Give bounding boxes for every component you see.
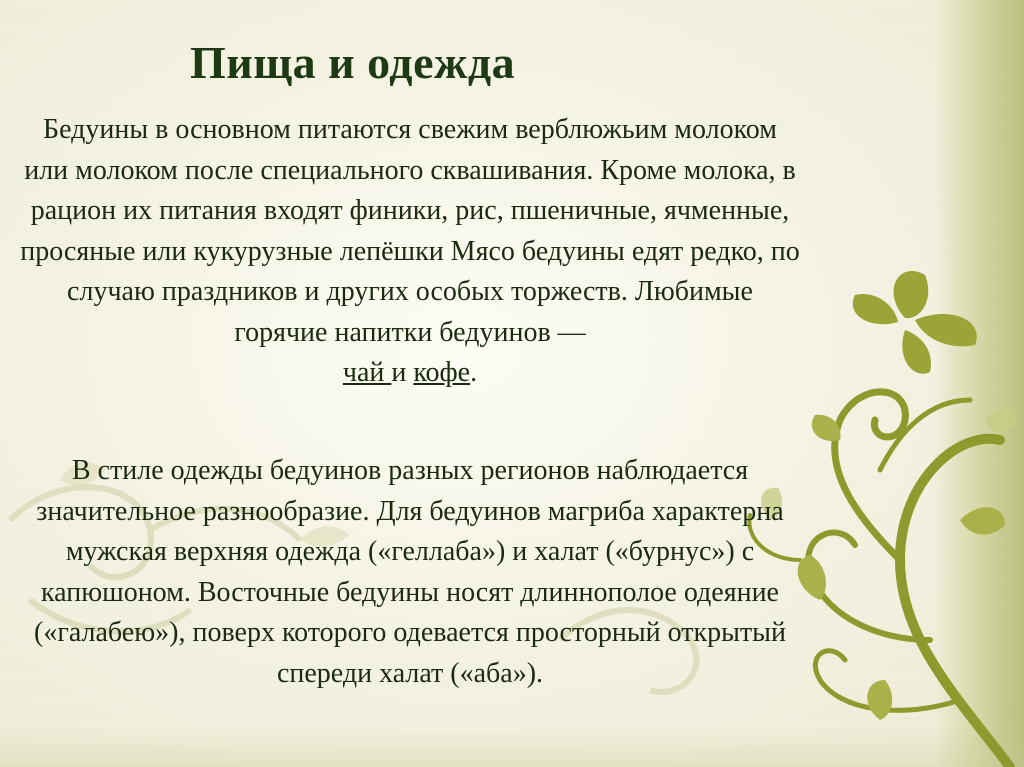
clothing-paragraph: В стиле одежды бедуинов разных регионов наблюдается значительное разнообразие. Для бедуинов магриба характерна мужская верхняя одежда («геллаба») и халат («бурнус») с капюшоном. Восточные бедуины носят длиннополое одеяние («галабею»), поверх которого одевается просторный открытый спереди халат («аба»). — [34, 455, 786, 689]
food-paragraph-text: Бедуины в основном питаются свежим верблюжьим молоком или молоком после специального сквашивания. Кроме молока, в рацион их питания входят финики, рис, пшеничные, ячменные, просяные или кукурузные лепёшки Мясо бедуины едят редко, по случаю праздников и других особых торжеств. Любимые горячие напитки бедуинов — — [20, 114, 800, 348]
tea-link[interactable]: чай — [342, 357, 392, 388]
coffee-link[interactable]: кофе — [413, 357, 471, 388]
period-text: . — [470, 357, 478, 388]
conjunction-text: и — [391, 357, 414, 388]
food-paragraph — [20, 110, 800, 394]
slide-title: Пища и одежда — [190, 37, 516, 88]
